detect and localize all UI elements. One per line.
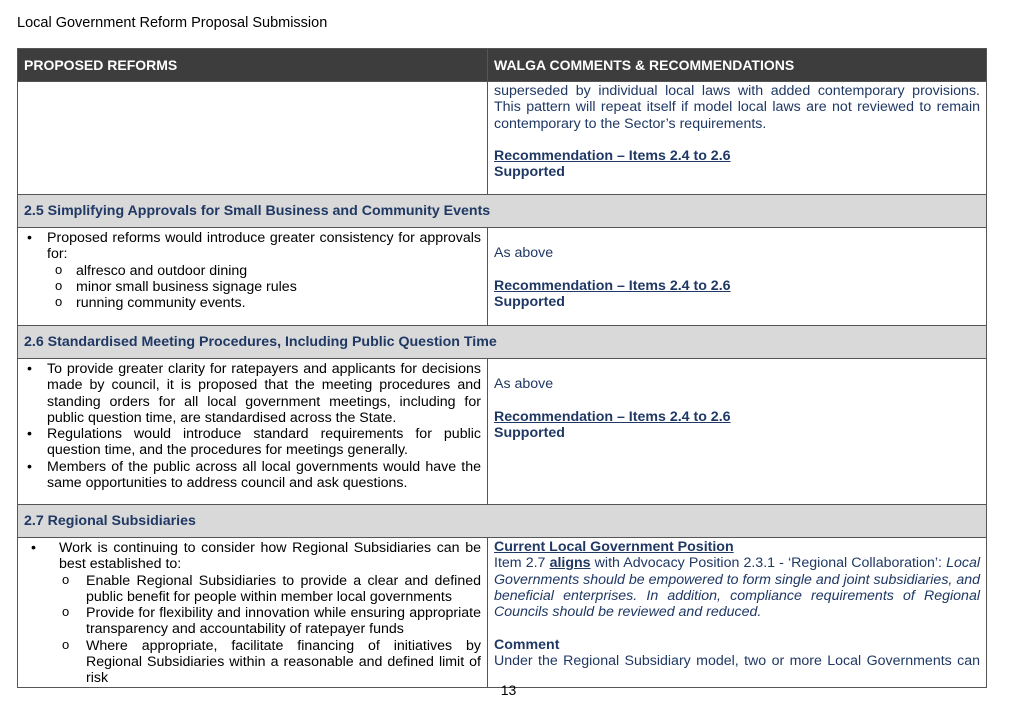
section-title: 2.6 Standardised Meeting Procedures, Including Public Question Time: [18, 326, 987, 359]
column-header-proposed-reforms: PROPOSED REFORMS: [18, 49, 488, 82]
comment-text: As above: [494, 376, 554, 393]
table-row: [18, 82, 987, 195]
comment-text: Under the Regional Subsidiary model, two or more Local Governments can: [494, 653, 980, 670]
recommendation-value: Supported: [494, 425, 565, 442]
comment-cell: [488, 538, 987, 688]
recommendation-value: Supported: [494, 294, 565, 311]
list-item: • Proposed reforms would introduce greater consistency for approvals for:: [24, 230, 481, 263]
column-header-walga-comments: WALGA COMMENTS & RECOMMENDATIONS: [488, 49, 987, 82]
empty-cell: [18, 82, 488, 195]
sub-list-item: o minor small business signage rules: [24, 279, 481, 295]
position-text: [494, 555, 980, 620]
section-row: [18, 195, 987, 228]
reform-cell: [18, 359, 488, 505]
document-header: Local Government Reform Proposal Submission: [17, 15, 328, 31]
sub-list-item: o Provide for flexibility and innovation while ensuring appropriate transparency and accountability of ratepayer funds: [24, 605, 481, 638]
list-item: • Members of the public across all local governments would have the same opportunities to address council and ask questions.: [24, 459, 481, 492]
comment-cell: [488, 359, 987, 505]
comment-title: Comment: [494, 636, 560, 653]
comment-text: As above: [494, 245, 554, 262]
position-text-lead: Item 2.7: [494, 555, 550, 572]
sub-list-item: o Where appropriate, facilitate financing of initiatives by Regional Subsidiaries within a reasonable and defined limit of risk: [24, 638, 481, 687]
reform-cell: [18, 538, 488, 688]
aligns-text: aligns: [549, 555, 591, 572]
table-header-row: [18, 49, 987, 82]
table-row: [18, 228, 987, 326]
section-row: [18, 326, 987, 359]
advocacy-position-quote: Local Governments should be empowered to form single and joint subsidiaries, and beneficial enterprises. In addition, compliance requirements of Regional Councils should be reviewed and reduced.: [494, 555, 981, 621]
table-row: [18, 359, 987, 505]
position-text-mid: with Advocacy Position 2.3.1 - ‘Regional Collaboration’:: [590, 555, 947, 572]
position-title: Current Local Government Position: [494, 539, 734, 555]
page-number: 13: [500, 682, 517, 698]
recommendation-title: Recommendation – Items 2.4 to 2.6: [494, 148, 731, 165]
comment-text: superseded by individual local laws with added contemporary provisions. This pattern will repeat itself if model local laws are not reviewed to remain contemporary to the Sector’s requirements.: [494, 83, 980, 132]
reform-cell: [18, 228, 488, 326]
section-title: 2.7 Regional Subsidiaries: [18, 505, 987, 538]
comment-cell: [488, 228, 987, 326]
recommendation-value: Supported: [494, 164, 565, 181]
reform-table: [17, 48, 987, 688]
sub-list-item: o Enable Regional Subsidiaries to provide a clear and defined public benefit for people within member local governments: [24, 573, 481, 606]
list-item: • Regulations would introduce standard requirements for public question time, and the procedures for meetings generally.: [24, 426, 481, 459]
section-row: [18, 505, 987, 538]
section-title: 2.5 Simplifying Approvals for Small Business and Community Events: [18, 195, 987, 228]
sub-list-item: o running community events.: [24, 295, 481, 311]
list-item: • Work is continuing to consider how Regional Subsidiaries can be best established to:: [24, 540, 481, 573]
recommendation-title: Recommendation – Items 2.4 to 2.6: [494, 277, 731, 294]
table-row: [18, 538, 987, 688]
comment-cell: [488, 82, 987, 195]
sub-list-item: o alfresco and outdoor dining: [24, 263, 481, 279]
recommendation-title: Recommendation – Items 2.4 to 2.6: [494, 408, 731, 425]
list-item: • To provide greater clarity for ratepayers and applicants for decisions made by council, it is proposed that the meeting procedures and standing orders for all local government meetings, including for public question time, are standardised across the State.: [24, 361, 481, 426]
